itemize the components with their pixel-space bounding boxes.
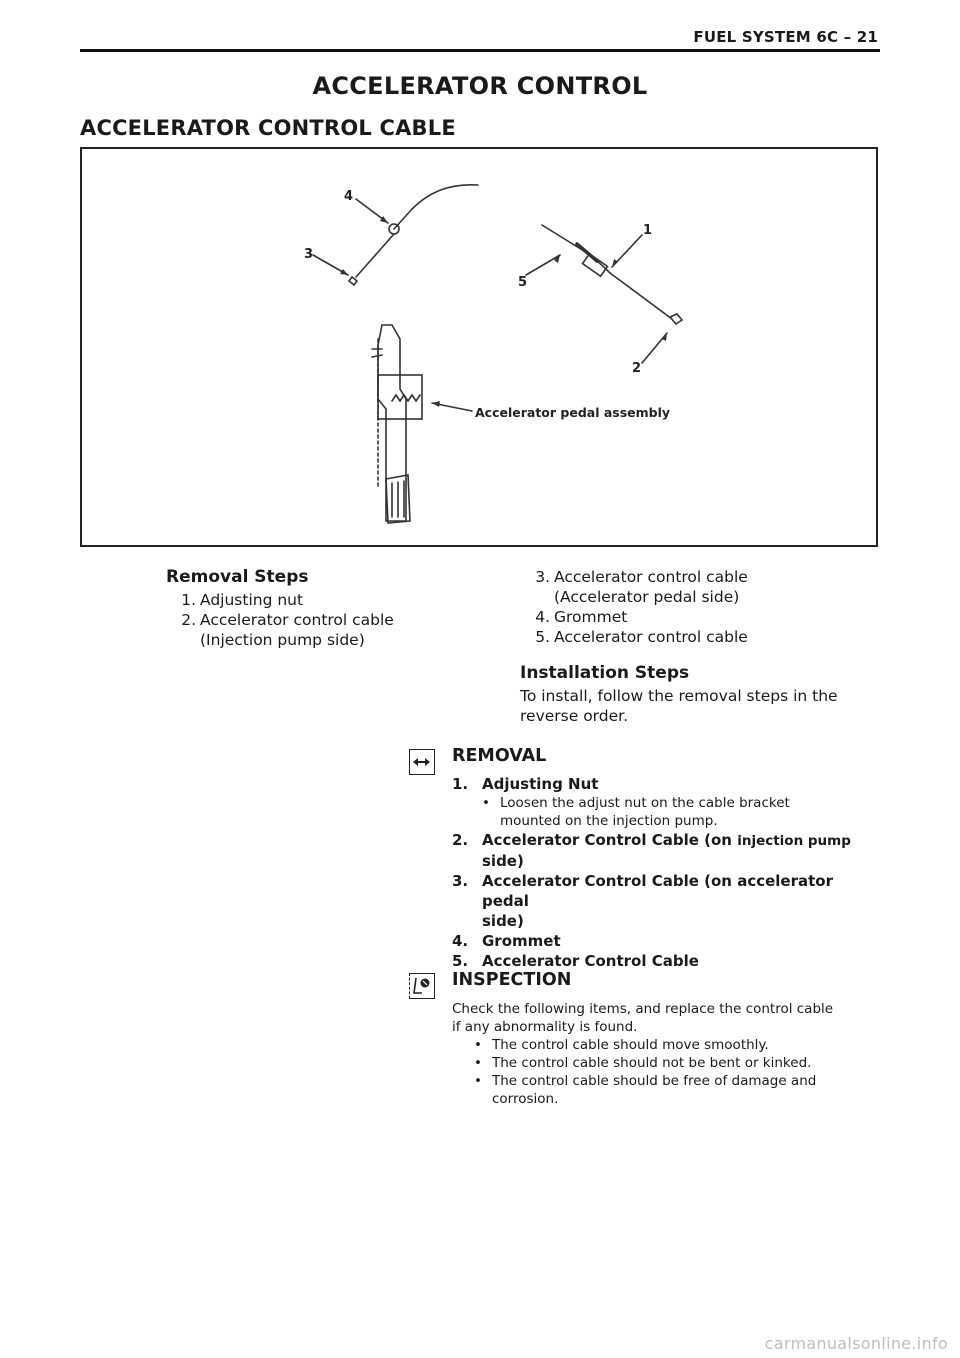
- cable-upper-left: [394, 185, 478, 229]
- list-item: 1. Adjusting Nut: [452, 775, 599, 793]
- list-item: 1. Adjusting nut: [181, 591, 304, 609]
- watermark-text: carmanualsonline.info: [764, 1334, 948, 1353]
- section-title: ACCELERATOR CONTROL CABLE: [80, 116, 456, 140]
- diagram-drawing: [82, 149, 878, 547]
- list-item-continuation: side): [482, 852, 524, 870]
- list-item: 4. Grommet: [452, 932, 561, 950]
- list-item-sub: (Accelerator pedal side): [554, 588, 740, 606]
- inspection-heading: INSPECTION: [452, 970, 572, 990]
- inspection-section: [452, 970, 882, 1108]
- inspection-intro: if any abnormality is found.: [452, 1019, 638, 1035]
- installation-steps-heading: Installation Steps: [520, 663, 690, 683]
- bullet-continuation: mounted on the injection pump.: [500, 813, 718, 829]
- accelerator-cable-diagram: [80, 147, 878, 547]
- bullet-continuation: corrosion.: [492, 1091, 559, 1107]
- list-item: 4. Grommet: [535, 608, 628, 626]
- removal-steps-list: [166, 567, 466, 650]
- list-item-sub: (Injection pump side): [200, 631, 365, 649]
- callout-5: 5: [518, 275, 528, 290]
- page-header-title: FUEL SYSTEM 6C – 21: [693, 28, 878, 46]
- bullet-item: • The control cable should move smoothly.: [474, 1037, 769, 1053]
- removal-steps-heading: Removal Steps: [166, 567, 309, 587]
- callout-3: 3: [304, 247, 314, 262]
- adjusting-nut-1: [583, 254, 608, 276]
- removal-section: [452, 746, 882, 971]
- list-item: 5. Accelerator control cable: [535, 628, 748, 646]
- list-item: 5. Accelerator Control Cable: [452, 952, 699, 970]
- list-item: 3. Accelerator control cable: [535, 568, 748, 586]
- bullet-item: • Loosen the adjust nut on the cable bracket: [482, 795, 790, 811]
- list-item-continuation: side): [482, 912, 524, 930]
- installation-text-line: reverse order.: [520, 707, 629, 725]
- removal-heading: REMOVAL: [452, 746, 547, 766]
- callout-2: 2: [632, 361, 642, 376]
- installation-text-line: To install, follow the removal steps in the: [520, 687, 838, 705]
- bullet-item: • The control cable should be free of damage and: [474, 1073, 817, 1089]
- header-divider: [80, 49, 880, 52]
- list-item: 2. Accelerator control cable: [181, 611, 394, 629]
- list-item: 3. Accelerator Control Cable (on accelerator pedal: [452, 872, 833, 910]
- bullet-item: • The control cable should not be bent or kinked.: [474, 1055, 812, 1071]
- list-item: 2. Accelerator Control Cable (on injection pump: [452, 831, 851, 849]
- callout-4: 4: [344, 189, 354, 204]
- inspection-intro: Check the following items, and replace the control cable: [452, 1001, 834, 1017]
- inspection-magnifier-icon: [409, 973, 435, 999]
- cable-end-3: [356, 234, 394, 277]
- callout-1: 1: [643, 223, 653, 238]
- page-title: ACCELERATOR CONTROL: [312, 72, 648, 100]
- removal-arrows-icon: [409, 749, 435, 775]
- pedal-assembly-label: Accelerator pedal assembly: [475, 405, 671, 420]
- removal-steps-continued: [520, 567, 880, 726]
